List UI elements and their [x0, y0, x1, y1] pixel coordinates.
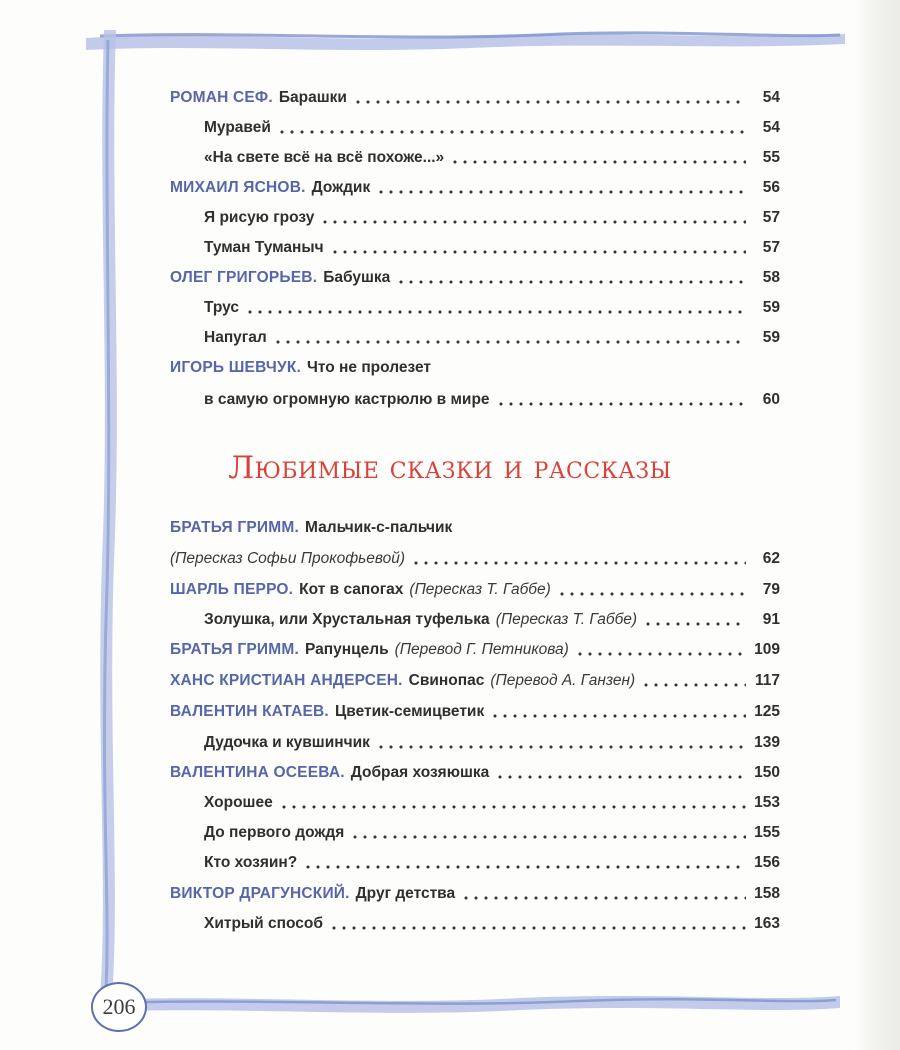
toc-entry[interactable] [170, 635, 780, 665]
toc-page-number: 59 [762, 329, 780, 346]
toc-leader-dots [279, 805, 746, 809]
toc-leader-dots [320, 220, 746, 224]
toc-leader-dots [450, 160, 746, 164]
toc-page-number: 158 [754, 885, 780, 902]
toc-entry[interactable] [170, 233, 780, 263]
toc-entry[interactable] [170, 728, 780, 758]
toc-translation-note: (Пересказ Т. Габбе) [409, 581, 551, 598]
toc-entry-head[interactable] [170, 353, 780, 383]
toc-entry[interactable] [170, 575, 780, 605]
toc-entry[interactable] [170, 788, 780, 818]
toc-title: Кот в сапогах [299, 581, 404, 598]
toc-title: Что не пролезет [306, 359, 432, 376]
toc-leader-dots [490, 714, 746, 718]
toc-entry[interactable] [170, 113, 780, 143]
toc-author: МИХАИЛ ЯСНОВ. [170, 179, 306, 196]
toc-author: РОМАН СЕФ. [170, 89, 273, 106]
toc-leader-dots [330, 250, 746, 254]
toc-title: Бабушка [323, 269, 391, 286]
toc-title: Золушка, или Хрустальная туфелька [204, 611, 490, 628]
toc-entry[interactable] [170, 605, 780, 635]
toc-leader-dots [411, 561, 746, 565]
toc-page-number: 57 [762, 209, 780, 226]
toc-page-number: 156 [754, 854, 780, 871]
toc-leader-dots [245, 310, 746, 314]
toc-author: БРАТЬЯ ГРИММ. [170, 519, 299, 536]
toc-leader-dots [376, 745, 746, 749]
toc-author: ВАЛЕНТИН КАТАЕВ. [170, 703, 329, 720]
toc-entry[interactable] [170, 758, 780, 788]
toc-entry-head[interactable] [170, 513, 780, 543]
toc-page-number: 153 [754, 794, 780, 811]
toc-leader-dots [643, 622, 746, 626]
toc-translation-note: (Перевод А. Ганзен) [490, 672, 636, 689]
toc-entry[interactable] [170, 909, 780, 939]
toc-page-number: 91 [762, 611, 780, 628]
toc-leader-dots [495, 775, 746, 779]
toc-title: Я рисую грозу [204, 209, 315, 226]
toc-title: Добрая хозяюшка [350, 764, 490, 781]
toc-title: Муравей [204, 119, 271, 136]
toc-author: ВАЛЕНТИНА ОСЕЕВА. [170, 764, 345, 781]
toc-leader-dots [277, 130, 746, 134]
toc-leader-dots [303, 865, 746, 869]
toc-entry[interactable] [170, 173, 780, 203]
toc-entry[interactable] [170, 818, 780, 848]
toc-page-number: 57 [762, 239, 780, 256]
toc-page-number: 54 [762, 89, 780, 106]
toc-page-number: 79 [762, 581, 780, 598]
toc-leader-dots [353, 100, 746, 104]
toc-entry[interactable] [170, 323, 780, 353]
section-heading: Любимые сказки и рассказы [228, 450, 672, 486]
toc-leader-dots [273, 340, 746, 344]
toc-entry[interactable] [170, 879, 780, 909]
toc-title: Туман Туманыч [204, 239, 324, 256]
toc-author: ХАНС КРИСТИАН АНДЕРСЕН. [170, 672, 403, 689]
toc-page-number: 60 [762, 391, 780, 408]
toc-leader-dots [575, 652, 746, 656]
toc-translation-note: (Пересказ Софьи Прокофьевой) [170, 550, 406, 567]
toc-title: Мальчик-с-пальчик [305, 519, 453, 536]
toc-entry[interactable] [170, 143, 780, 173]
toc-page-number: 59 [762, 299, 780, 316]
toc-page-number: 163 [754, 915, 780, 932]
toc-translation-note: (Пересказ Т. Габбе) [495, 611, 638, 628]
toc-page-number: 139 [754, 734, 780, 751]
toc-title: Барашки [278, 89, 347, 106]
toc-leader-dots [496, 402, 746, 406]
toc-page-number: 62 [762, 550, 780, 567]
toc-author: ОЛЕГ ГРИГОРЬЕВ. [170, 269, 318, 286]
toc-author: ШАРЛЬ ПЕРРО. [170, 581, 294, 598]
toc-page-number: 150 [754, 764, 780, 781]
toc-title: Цветик-семицветик [334, 703, 485, 720]
toc-title: Друг детства [355, 885, 456, 902]
toc-title: Хитрый способ [204, 915, 323, 932]
toc-entry[interactable] [170, 203, 780, 233]
toc-leader-dots [350, 835, 746, 839]
toc-leader-dots [557, 592, 746, 596]
toc-entry[interactable] [170, 385, 780, 415]
toc-entry[interactable] [170, 848, 780, 878]
toc-entry[interactable] [170, 544, 780, 574]
toc-title: Кто хозяин? [204, 854, 298, 871]
toc-entry[interactable] [170, 697, 780, 727]
toc-page-number: 58 [762, 269, 780, 286]
toc-title: в самую огромную кастрюлю в мире [204, 391, 490, 408]
page-spine-shadow [852, 0, 900, 1050]
toc-page-number: 117 [754, 672, 780, 689]
toc-title: Свинопас [408, 672, 485, 689]
toc-title: Хорошее [204, 794, 273, 811]
toc-page-number: 55 [762, 149, 780, 166]
toc-title: До первого дождя [204, 824, 345, 841]
toc-author: ВИКТОР ДРАГУНСКИЙ. [170, 885, 350, 902]
page-number-badge: 206 [91, 982, 147, 1032]
toc-page-number: 54 [762, 119, 780, 136]
toc-author: БРАТЬЯ ГРИММ. [170, 641, 299, 658]
toc-title: Напугал [204, 329, 267, 346]
toc-page-number: 125 [754, 703, 780, 720]
toc-page-number: 155 [754, 824, 780, 841]
toc-entry[interactable] [170, 293, 780, 323]
toc-title: Дудочка и кувшинчик [204, 734, 370, 751]
toc-leader-dots [329, 926, 746, 930]
toc-page-number: 109 [754, 641, 780, 658]
toc-leader-dots [461, 896, 746, 900]
toc-leader-dots [376, 190, 746, 194]
toc-title: Дождик [311, 179, 371, 196]
toc-leader-dots [641, 683, 746, 687]
toc-entry[interactable] [170, 666, 780, 696]
toc-page-number: 56 [762, 179, 780, 196]
toc-author: ИГОРЬ ШЕВЧУК. [170, 359, 301, 376]
toc-entry[interactable] [170, 83, 780, 113]
toc-title: «На свете всё на всё похоже...» [204, 149, 445, 166]
toc-title: Трус [204, 299, 239, 316]
toc-entry[interactable] [170, 263, 780, 293]
toc-translation-note: (Перевод Г. Петникова) [394, 641, 569, 658]
toc-leader-dots [396, 280, 746, 284]
toc-title: Рапунцель [305, 641, 389, 658]
